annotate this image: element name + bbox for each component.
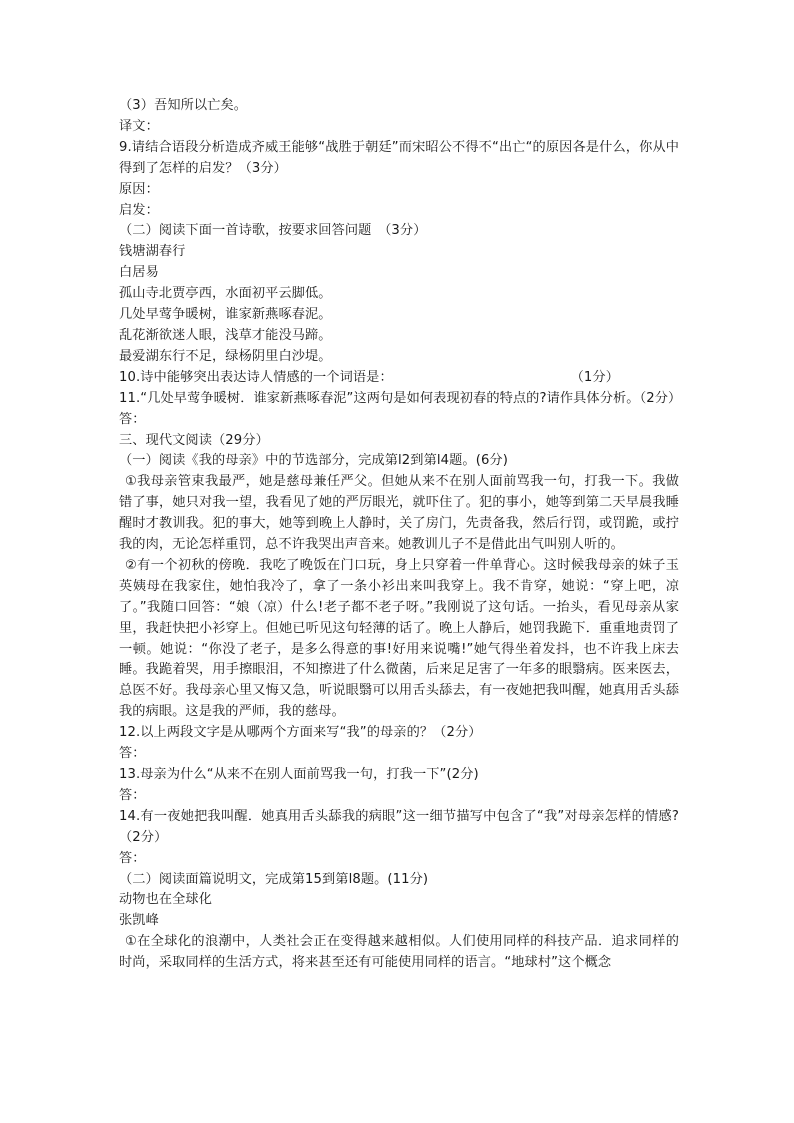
- article-paragraph-1: ①在全球化的浪潮中，人类社会正在变得越来越相似。人们使用同样的科技产品．追求同样的时尚，采取同样的生活方式，将来甚至还有可能使用同样的语言。“地球村”这个概念: [119, 934, 679, 971]
- answer-label: 答：: [119, 411, 146, 427]
- question-11: 11.“几处早莺争暖树．谁家新燕啄春泥”这两句是如何表现初春的特点的?请作具体分析。（2分）: [119, 390, 682, 406]
- passage-paragraph-2: ②有一个初秋的傍晚．我吃了晚饭在门口玩，身上只穿着一件单背心。这时候我母亲的妹子玉英姨母在我家住，她怕我冷了，拿了一条小衫出来叫我穿上。我不肯穿，她说：“穿上吧，凉了。”我随口回答：“娘（凉）什么!老子都不老子呀。”我刚说了这句话。一抬头，看见母亲从家里，我赶快把小衫穿上。但她已听见这句轻薄的话了。晚上人静后，她罚我跪下．重重地责罚了一顿。她说：“你没了老子，是多么得意的事!好用来说嘴!”她气得坐着发抖，也不许我上床去睡。我跪着哭，用手擦眼泪，不知擦进了什么微菌，后来足足害了一年多的眼翳病。医来医去，总医不好。我母亲心里又悔又急，听说眼翳可以用舌头舔去，有一夜她把我叫醒，她真用舌头舔我的病眼。这是我的严师，我的慈母。: [119, 557, 679, 720]
- poem-line: 几处早莺争暖树，谁家新燕啄春泥。: [119, 307, 332, 323]
- text-line: 译文：: [119, 118, 159, 134]
- poem-author: 白居易: [119, 265, 159, 281]
- question-13: 13.母亲为什么“从来不在别人面前骂我一句，打我一下”(2分): [119, 767, 479, 782]
- poem-title: 钱塘湖春行: [119, 244, 186, 260]
- document-page: [119, 96, 682, 974]
- question-12: 12.以上两段文字是从哪两个方面来写“我”的母亲的？（2分）: [119, 725, 482, 741]
- answer-label: 答：: [119, 787, 146, 803]
- section-heading: （二）阅读下面一首诗歌，按要求回答问题 （3分）: [119, 223, 427, 239]
- text-line: 原因：: [119, 181, 159, 197]
- answer-label: 答：: [119, 746, 146, 762]
- text-line: 启发：: [119, 202, 159, 218]
- question-10: [119, 368, 619, 389]
- passage-paragraph-1: ①我母亲管束我最严，她是慈母兼任严父。但她从来不在别人面前骂我一句，打我一下。我做错了事，她只对我一望，我看见了她的严厉眼光，就吓住了。犯的事小，她等到第二天早晨我睡醒时才教训我。犯的事大，她等到晚上人静时，关了房门，先责备我，然后行罚，或罚跪，或拧我的肉，无论怎样重罚，总不许我哭出声音来。她教训儿子不是借此出气叫别人听的。: [119, 474, 679, 553]
- question-9: 9.请结合语段分析造成齐威王能够“战胜于朝廷”而宋昭公不得不“出亡“的原因各是什么，你从中得到了怎样的启发？（3分）: [119, 139, 679, 176]
- article-author: 张凯峰: [119, 913, 159, 929]
- poem-line: 乱花渐欲迷人眼，浅草才能没马蹄。: [119, 327, 332, 343]
- poem-line: 最爱湖东行不足，绿杨阴里白沙堤。: [119, 348, 332, 364]
- question-14: 14.有一夜她把我叫醒．她真用舌头舔我的病眼”这一细节描写中包含了“我”对母亲怎样的情感?（2分）: [119, 808, 679, 845]
- subsection-heading: （一）阅读《我的母亲》中的节选部分，完成第l2到第l4题。(6分): [119, 453, 508, 469]
- answer-label: 答：: [119, 850, 146, 866]
- text-line: （3）吾知所以亡矣。: [119, 98, 248, 113]
- section-heading: 三、现代文阅读（29分）: [119, 432, 269, 448]
- article-title: 动物也在全球化: [119, 892, 213, 908]
- question-10-score: （1分）: [570, 369, 619, 385]
- poem-line: 孤山寺北贾亭西，水面初平云脚低。: [119, 286, 332, 302]
- subsection-heading: （二）阅读面篇说明文，完成第15到第l8题。(11分): [119, 871, 429, 887]
- question-10-text: 10.诗中能够突出表达诗人情感的一个词语是：: [119, 369, 393, 385]
